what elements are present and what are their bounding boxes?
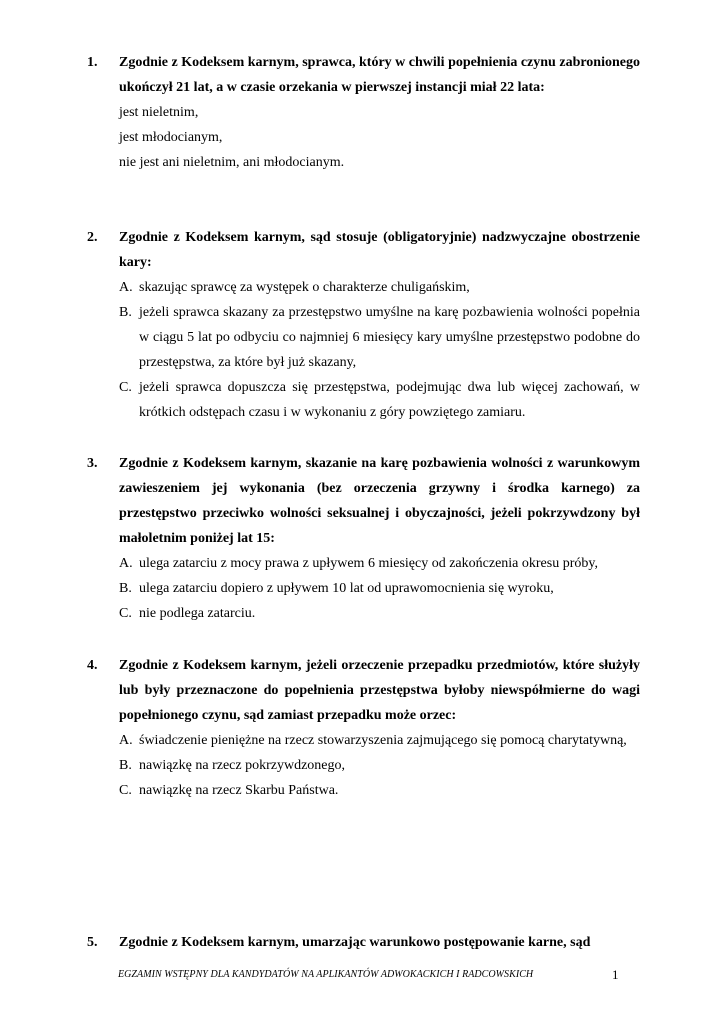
answer-text: ulega zatarciu dopiero z upływem 10 lat od uprawomocnienia się wyroku, — [139, 581, 554, 596]
answer-option-c — [119, 778, 640, 803]
answer-text: ulega zatarciu z mocy prawa z upływem 6 miesięcy od zakończenia okresu próby, — [139, 556, 598, 571]
answer-option: jest młodocianym, — [119, 130, 223, 145]
answer-label: A. — [119, 733, 133, 748]
question-number: 5. — [87, 935, 98, 950]
question-text: Zgodnie z Kodeksem karnym, sprawca, który w chwili popełnienia czynu zabronionego ukończył 21 lat, a w czasie orzekania w pierwszej instancji miał 22 lata: — [119, 55, 640, 95]
answer-text: nawiązkę na rzecz pokrzywdzonego, — [139, 758, 346, 773]
question-text: Zgodnie z Kodeksem karnym, skazanie na karę pozbawienia wolności z warunkowym zawieszeniem jej wykonania (bez orzeczenia grzywny i środka karnego) za przestępstwo przeciwko wolności seksualnej i obyczajności, jeżeli pokrzywdzony był małoletnim poniżej lat 15: — [119, 456, 640, 546]
question-5 — [87, 930, 640, 955]
question-number: 1. — [87, 55, 98, 70]
answer-option-b — [119, 576, 640, 601]
answer-label: B. — [119, 581, 132, 596]
question-3 — [87, 451, 640, 626]
answer-text: skazując sprawcę za występek o charakterze chuligańskim, — [139, 280, 470, 295]
page-number: 1 — [612, 967, 619, 982]
answer-option-c — [119, 601, 640, 626]
answer-option-b — [119, 753, 640, 778]
question-text: Zgodnie z Kodeksem karnym, umarzając warunkowo postępowanie karne, sąd — [119, 935, 591, 950]
answer-option: nie jest ani nieletnim, ani młodocianym. — [119, 155, 345, 170]
answer-label: A. — [119, 280, 133, 295]
question-4 — [87, 653, 640, 803]
question-number: 3. — [87, 456, 98, 471]
page-footer — [0, 967, 724, 983]
answer-option-a — [119, 728, 640, 753]
answer-option-a — [119, 275, 640, 300]
question-number: 4. — [87, 658, 98, 673]
answer-text: nawiązkę na rzecz Skarbu Państwa. — [139, 783, 339, 798]
question-2 — [87, 225, 640, 425]
answer-label: C. — [119, 380, 132, 395]
question-number: 2. — [87, 230, 98, 245]
answer-option-c — [119, 375, 640, 425]
answer-label: B. — [119, 758, 132, 773]
answer-label: A. — [119, 556, 133, 571]
answer-option-a — [119, 551, 640, 576]
footer-exam-title: EGZAMIN WSTĘPNY DLA KANDYDATÓW NA APLIKANTÓW ADWOKACKICH I RADCOWSKICH — [118, 969, 534, 980]
question-text: Zgodnie z Kodeksem karnym, jeżeli orzeczenie przepadku przedmiotów, które służyły lub były przeznaczone do popełnienia przestępstwa byłoby niewspółmierne do wagi popełnionego czynu, sąd zamiast przepadku może orzec: — [119, 658, 640, 723]
answer-option-b — [119, 300, 640, 375]
answer-option: jest nieletnim, — [119, 105, 199, 120]
answer-label: C. — [119, 606, 132, 621]
answer-label: C. — [119, 783, 132, 798]
answer-text: świadczenie pieniężne na rzecz stowarzyszenia zajmującego się pomocą charytatywną, — [139, 733, 627, 748]
question-1 — [87, 50, 640, 175]
answer-text: jeżeli sprawca skazany za przestępstwo umyślne na karę pozbawienia wolności popełnia w ciągu 5 lat po odbyciu co najmniej 6 miesięcy kary umyślne przestępstwo podobne do przestępstwa, za które był już skazany, — [139, 305, 640, 370]
answer-label: B. — [119, 305, 132, 320]
question-text: Zgodnie z Kodeksem karnym, sąd stosuje (obligatoryjnie) nadzwyczajne obostrzenie kary: — [119, 230, 640, 270]
answer-text: jeżeli sprawca dopuszcza się przestępstwa, podejmując dwa lub więcej zachowań, w krótkich odstępach czasu i w wykonaniu z góry powziętego zamiaru. — [139, 380, 640, 420]
answer-text: nie podlega zatarciu. — [139, 606, 256, 621]
